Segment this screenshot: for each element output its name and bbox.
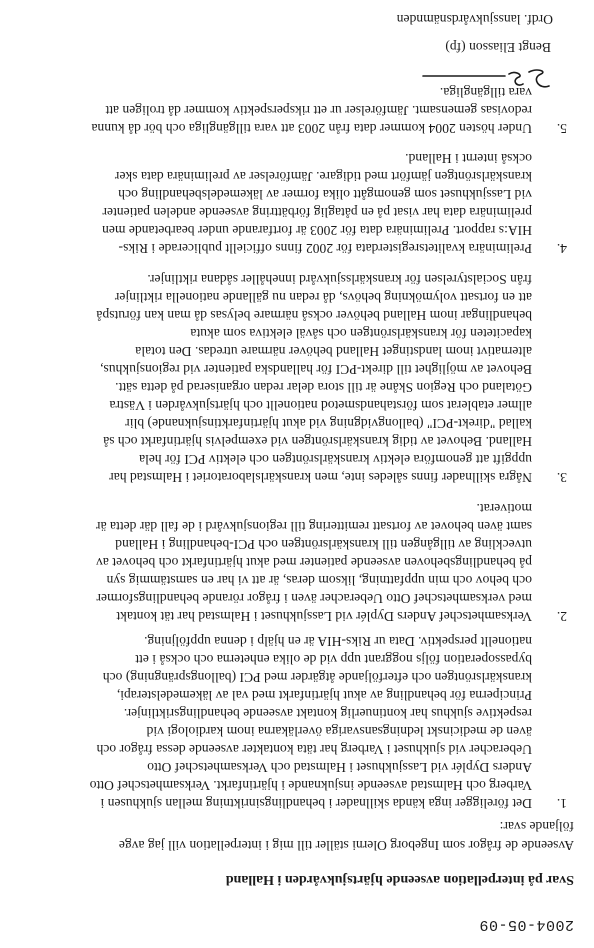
item-line: kranskärlsröntgen och efterföljande åtgärder med PCI (ballongsprängning) och — [102, 670, 532, 685]
item-number: 4. — [556, 241, 567, 256]
item-line: vara tillgängliga. — [439, 85, 532, 100]
item-line: bypassoperation följs noggrant upp vid de olika enheterna och också i ett — [135, 652, 532, 667]
item-line: Några skillnader finns således inte, men kranskärlslaboratoriet i Halmstad har — [109, 470, 532, 485]
item-line: med verksamhetschef Otto Ueberacher även i frågor rörande behandlingsformer — [96, 591, 532, 606]
item-line: samt även behovet av fortsatt remittering till regionsjukvård i de fall där detta är — [96, 519, 532, 534]
item-line: kranskärlsröntgen jämfört med tidigare. Jämförelser av preliminära data sker — [114, 169, 532, 184]
item-number: 3. — [556, 470, 567, 485]
item-line: utveckling av tillgången till kranskärlsröntgen och PCI-behandling i Halland — [115, 537, 532, 552]
item-line: HIA:s rapport. Preliminära data för 2003 är fortfarande under bearbetande men — [102, 223, 532, 238]
signature-name: Bengt Eliasson (fp) — [445, 40, 551, 55]
item-line: vid Lassjukhuset som genomgått olika former av läkemedelsbehandling och — [118, 187, 532, 202]
item-line: på behandlingsbehoven avseende patienter med akut hjärtinfarkt och behovet av — [96, 555, 532, 570]
signature-title: Ordf. lanssjukvårdsnämnden — [396, 12, 553, 27]
item-line: Varberg och Halmstad avseende insjuknande i hjärtinfarkt. Verksamhetschef Otto — [89, 778, 532, 793]
item-line: redovisas gemensamt. Jämförelser ur ett riksperspektiv kommer då troligen att — [105, 103, 532, 118]
handwritten-signature — [421, 62, 551, 92]
intro-line: följande svar: — [499, 819, 574, 834]
item-line: att en fortsatt volymökning behövs, då redan nu gällande nationella riktlinjer — [114, 290, 532, 305]
item-number: 1. — [556, 796, 567, 811]
item-line: Under hösten 2004 kommer data från 2003 att vara tillgängliga och bör då kunna — [91, 121, 532, 136]
item-line: Verksamhetschef Anders Dyplér vid Lassjukhuset i Halmstad har tät kontakt — [116, 609, 532, 624]
item-line: Preliminära kvalitetsregisterdata för 2002 finns officiellt publicerade i Riks- — [118, 241, 532, 256]
item-line: från Socialstyrelsen för kranskärlssjukvård innehåller sådana riktlinjer. — [147, 272, 532, 287]
item-number: 5. — [556, 121, 567, 136]
item-line: respektive sjukhus har kontinuerlig kontakt avseende behandlingsriktlinjer. — [123, 706, 532, 721]
document-date: 2004-05-09 — [478, 916, 574, 933]
item-line: Ueberacher vid sjukhuset i Varberg har täta kontakter avseende dessa frågor och — [96, 742, 532, 757]
item-line: uppgift att genomföra elektiv kranskärlsröntgen och elektiv PCI för hela — [139, 452, 532, 467]
item-line: och behov och min uppfattning, liksom deras, är att vi har en samstämmig syn — [106, 573, 532, 588]
document-title: Svar på interpellation avseende hjärtsjukvården i Halland — [225, 872, 574, 887]
item-line: Principerna för behandling av akut hjärtinfarkt med val av läkemedelsterapi, — [116, 688, 532, 703]
item-line: Halland. Behovet av tidig kranskärlsröntgen vid exempelvis hjärtinfarkt och så — [103, 434, 532, 449]
item-line: Götaland och Region Skåne är till stora delar redan organiserad på detta sätt. — [115, 380, 532, 395]
item-line: kapaciteten för kranskärlsröntgen och såväl elektiva som akuta — [190, 326, 532, 341]
item-line: behandlingar inom Halland behöver också närmare belysas då man kan förutspå — [96, 308, 532, 323]
item-line: Anders Dyplér vid Lassjukhuset i Halmstad och Verksamhetschef Otto — [147, 760, 532, 775]
item-number: 2. — [556, 609, 567, 624]
item-line: också internt i Halland. — [405, 151, 532, 166]
intro-line: Avseende de frågor som Ingeborg Olerni ställer till mig i interpellation vill jag avge — [118, 838, 574, 853]
item-line: Det föreligger inga kända skillnader i behandlingsinriktning mellan sjukhusen i — [100, 796, 532, 811]
item-line: motiverat. — [476, 501, 532, 516]
item-line: kallad "direkt-PCI" (ballongvidgning vid akut hjärtinfarktinsjuknande) blir — [125, 416, 532, 431]
item-line: även de medicinskt ledningsansvariga överläkarna inom kardiologi vid — [146, 724, 532, 739]
item-line: Behovet av möjlighet till direkt-PCI för hallandska patienter vid regionsjukhus, — [100, 362, 532, 377]
item-line: allmer etablerat som förstahandsmetod nationellt och hjärtsjukvården i Västra — [109, 398, 532, 413]
item-line: alternativt inom landstinget Halland behöver närmare utredas. Den totala — [135, 344, 532, 359]
item-line: nationellt perspektiv. Data ur Riks-HIA är en hjälp i denna uppföljning. — [144, 634, 532, 649]
item-line: preliminära data har visat på en påtaglig förbättring avseende andelen patienter — [102, 205, 532, 220]
